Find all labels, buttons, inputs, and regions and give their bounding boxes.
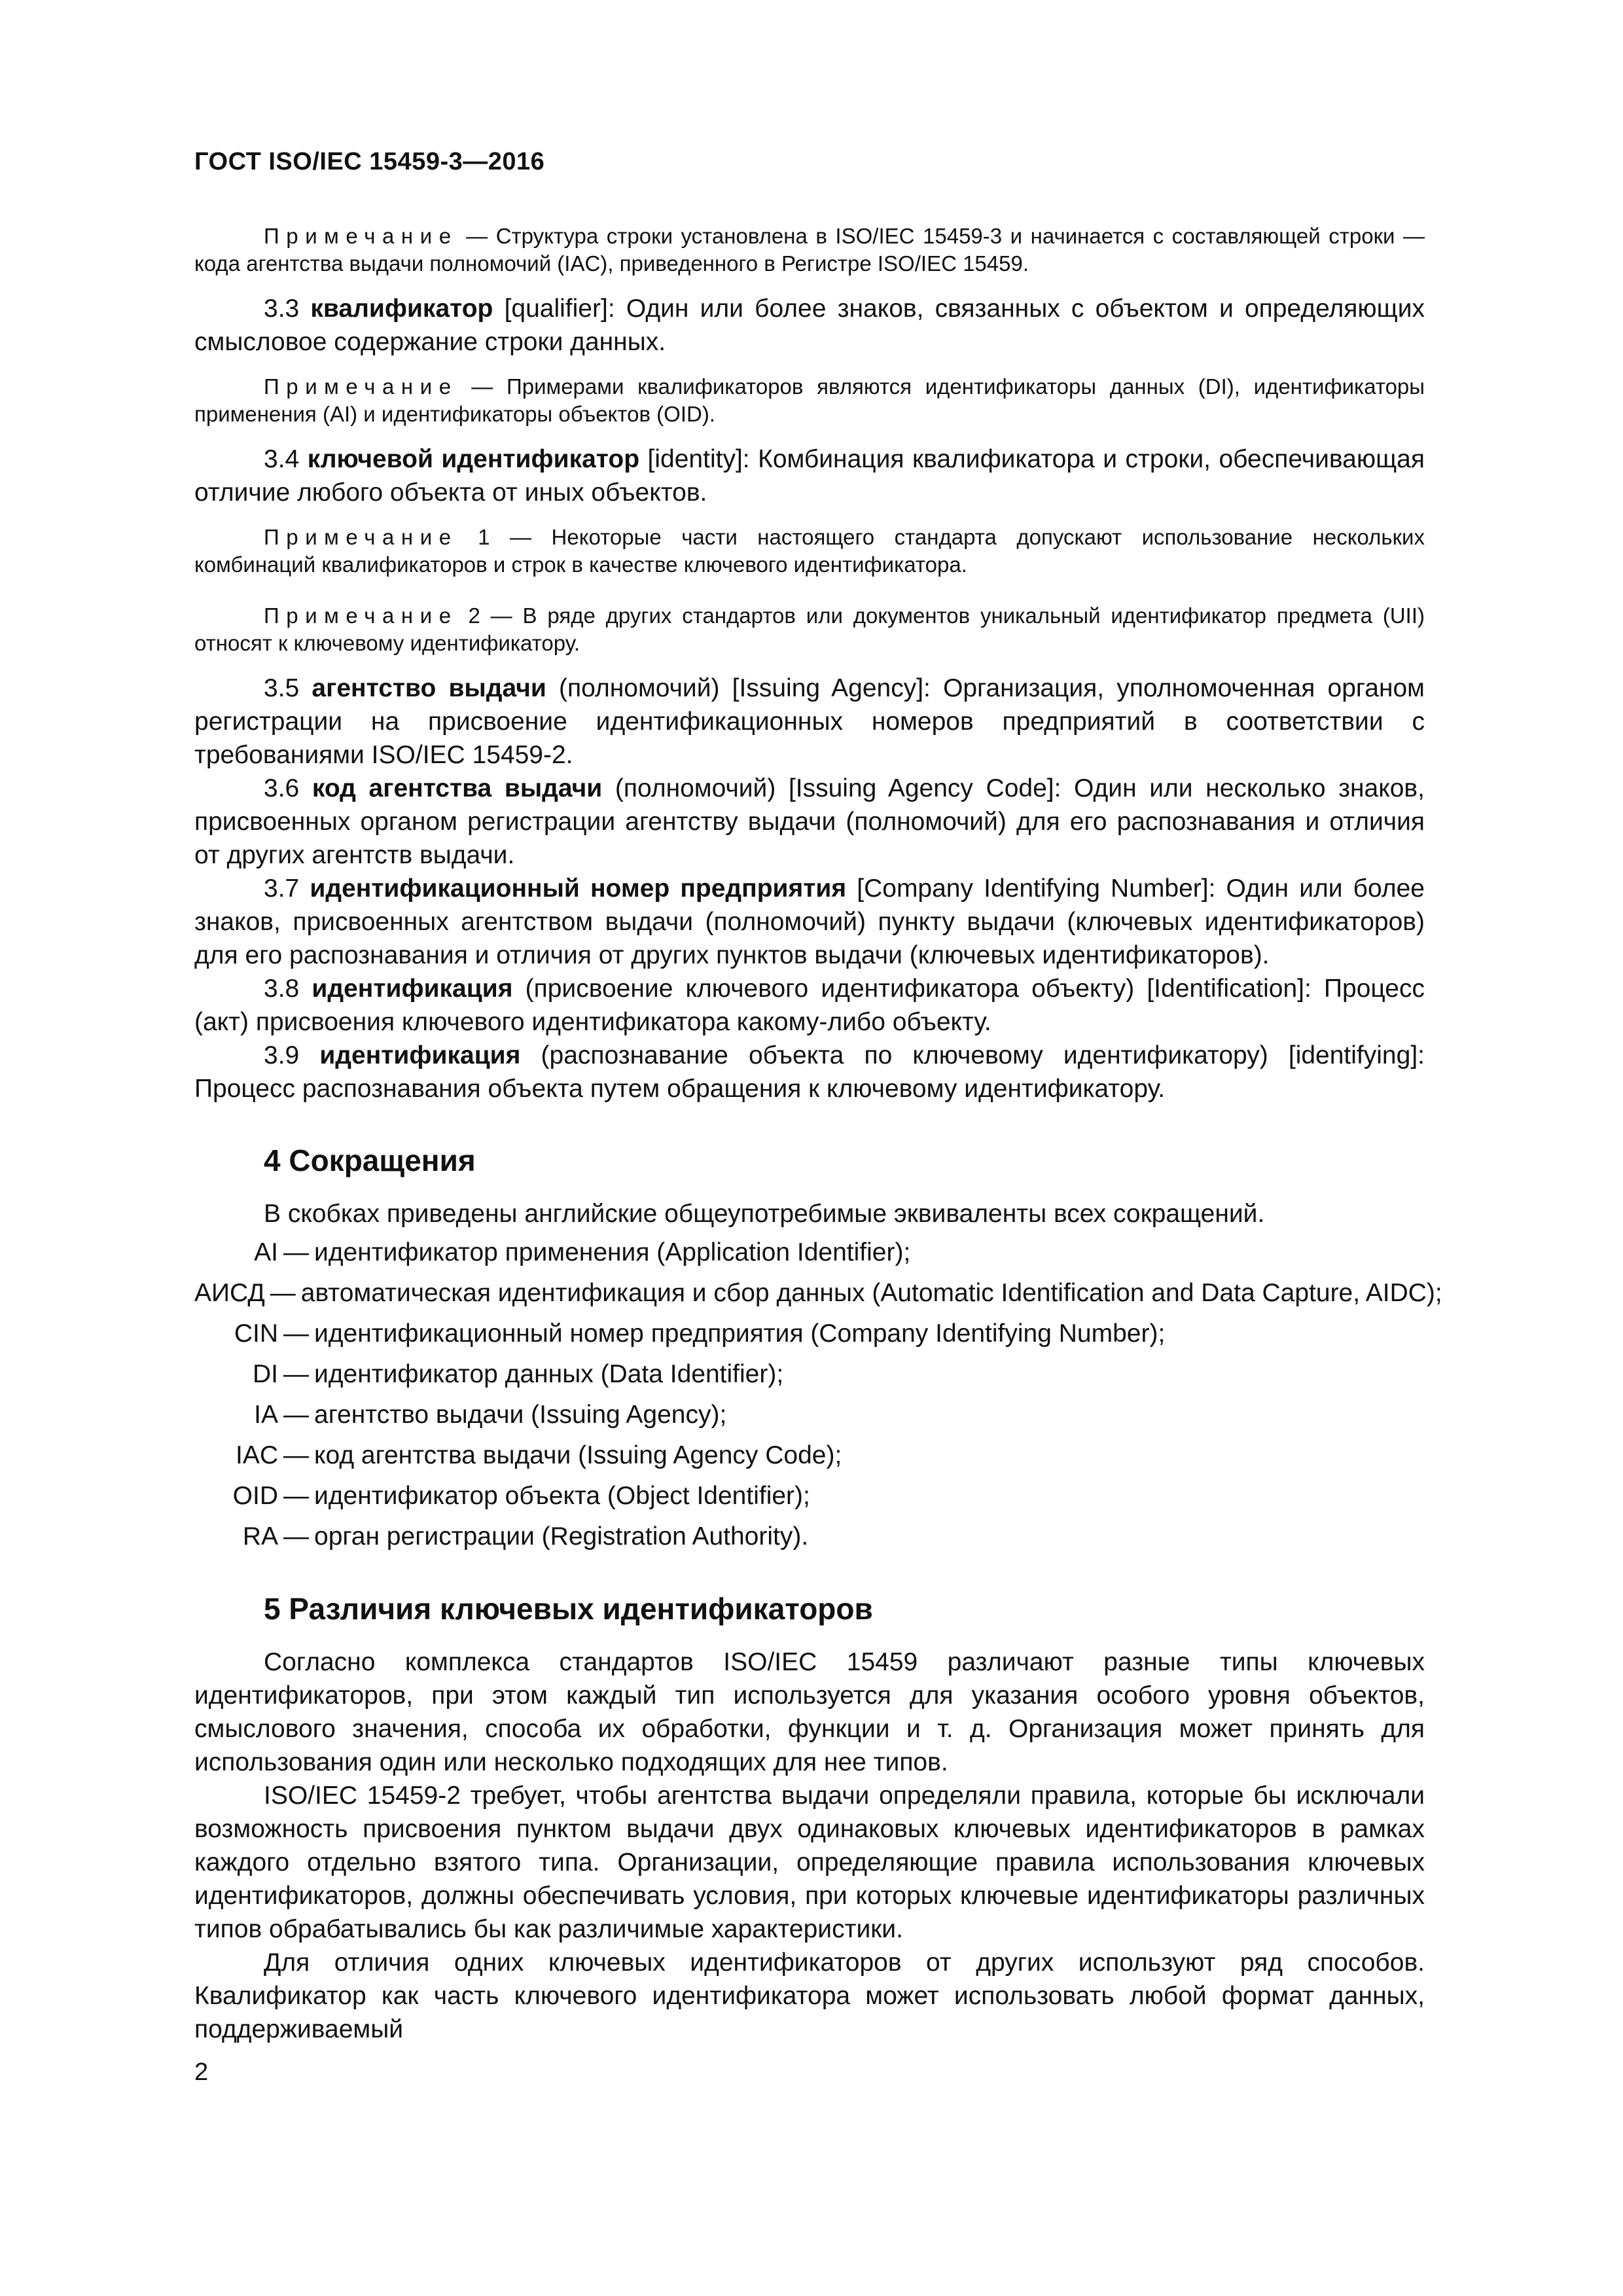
- definition-number: 3.4: [264, 445, 308, 473]
- standard-title: ГОСТ ISO/IEC 15459-3—2016: [194, 148, 545, 175]
- abbreviation-code: RA: [242, 1522, 278, 1551]
- note-label: Примечание: [264, 224, 458, 248]
- section-5-paragraph-2: ISO/IEC 15459-2 требует, чтобы агентства выдачи определяли правила, которые бы исключали возможность присвоения пунктом выдачи двух одинаковых ключевых идентификаторов в рамках каждого отдельно взятого типа. Организации, определяющие правила использования ключевых идентификаторов, должны обеспечивать условия, при которых ключевые идентификаторы различных типов обрабатывались бы как различимые характеристики.: [194, 1782, 1425, 1943]
- page-number: 2: [194, 2058, 209, 2086]
- abbreviation-text: орган регистрации (Registration Authority).: [314, 1522, 809, 1551]
- definition-term: идентификационный номер предприятия: [310, 874, 847, 903]
- abbreviation-text: агентство выдачи (Issuing Agency);: [314, 1401, 727, 1429]
- definition-text: (распознавание объекта по ключевому идентификатору) [identifying]: Процесс распознавания объекта путем обращения к ключевому идентификатору.: [194, 1041, 1425, 1103]
- definition-number: 3.7: [264, 874, 310, 903]
- definition-text: [identity]: Комбинация квалификатора и строки, обеспечивающая отличие любого объекта от иных объектов.: [194, 445, 1425, 507]
- abbreviation-text: идентификатор объекта (Object Identifier);: [314, 1482, 810, 1510]
- list-item: [194, 1439, 1425, 1479]
- abbreviation-code: OID: [232, 1482, 278, 1510]
- definition-number: 3.8: [264, 975, 312, 1003]
- definition-3-3: [194, 292, 1425, 359]
- abbreviation-code: АИСД: [194, 1279, 265, 1307]
- abbreviation-code: DI: [253, 1360, 278, 1388]
- abbreviation-text: автоматическая идентификация и сбор данных (Automatic Identification and Data Capture, AIDC);: [300, 1279, 1442, 1307]
- definition-3-5: [194, 672, 1425, 772]
- list-item: [194, 1276, 1442, 1317]
- note-text: — Примерами квалификаторов являются идентификаторы данных (DI), идентификаторы применения (AI) и идентификаторы объектов (OID).: [194, 374, 1425, 426]
- list-item: [194, 1479, 1425, 1520]
- abbreviation-text: идентификационный номер предприятия (Company Identifying Number);: [314, 1319, 1166, 1348]
- definition-term: код агентства выдачи: [312, 774, 603, 802]
- list-item: [194, 1317, 1425, 1357]
- definition-text: (присвоение ключевого идентификатора объекту) [Identification]: Процесс (акт) присвоения ключевого идентификатора какому-либо объекту.: [194, 975, 1425, 1036]
- abbreviation-code: AI: [254, 1238, 278, 1266]
- list-item: [194, 1357, 1425, 1398]
- section-5-paragraph-1: Согласно комплекса стандартов ISO/IEC 15459 различают разные типы ключевых идентификаторов, при этом каждый тип используется для указания особого уровня объектов, смыслового значения, способа их обработки, функции и т. д. Организация может принять для использования один или несколько подходящих для нее типов.: [194, 1648, 1425, 1776]
- definition-text: (полномочий) [Issuing Agency Code]: Один или несколько знаков, присвоенных органом регистрации агентству выдачи (полномочий) для его распознавания и отличия от других агентств выдачи.: [194, 774, 1425, 869]
- definition-text: [Company Identifying Number]: Один или более знаков, присвоенных агентством выдачи (полномочий) пункту выдачи (ключевых идентификаторов) для его распознавания и отличия от других пунктов выдачи (ключевых идентификаторов).: [194, 874, 1425, 969]
- note-1-combinations: [194, 524, 1425, 579]
- abbreviation-text: код агентства выдачи (Issuing Agency Code);: [314, 1441, 842, 1469]
- abbreviations-intro: В скобках приведены английские общеупотребимые эквиваленты всех сокращений.: [264, 1200, 1265, 1228]
- page-content: [194, 223, 1442, 2046]
- abbreviation-separator: —: [283, 1522, 309, 1551]
- definition-number: 3.9: [264, 1041, 320, 1069]
- list-item: [194, 1398, 1425, 1439]
- note-text: 2 — В ряде других стандартов или документов уникальный идентификатор предмета (UII) относят к ключевому идентификатору.: [194, 603, 1425, 655]
- abbreviations-list: [194, 1236, 1442, 1560]
- abbreviation-code: IAC: [235, 1441, 278, 1469]
- definition-term: идентификация: [312, 975, 513, 1003]
- definition-number: 3.5: [264, 674, 312, 702]
- note-text: — Структура строки установлена в ISO/IEC 15459-3 и начинается с составляющей строки — кода агентства выдачи полномочий (IAC), приведенного в Регистре ISO/IEC 15459.: [194, 224, 1425, 276]
- definition-term: ключевой идентификатор: [307, 445, 640, 473]
- definition-term: агентство выдачи: [312, 674, 546, 702]
- note-2-uii: [194, 602, 1425, 657]
- note-label: Примечание: [264, 374, 458, 399]
- note-qualifier-examples: [194, 373, 1425, 428]
- section-4-heading: 4 Сокращения: [264, 1143, 476, 1177]
- definition-term: квалификатор: [310, 295, 493, 323]
- abbreviation-separator: —: [283, 1319, 309, 1348]
- note-label: Примечание: [264, 525, 458, 549]
- abbreviation-separator: —: [283, 1401, 309, 1429]
- definition-term: идентификация: [319, 1041, 521, 1069]
- note-structure: [194, 223, 1425, 278]
- list-item: [194, 1520, 1425, 1560]
- abbreviation-separator: —: [283, 1360, 309, 1388]
- list-item: [194, 1236, 1425, 1276]
- abbreviation-code: IA: [254, 1401, 278, 1429]
- definition-number: 3.3: [264, 295, 311, 323]
- abbreviation-code: CIN: [234, 1319, 278, 1348]
- definition-3-9: [194, 1039, 1425, 1105]
- definition-text: [qualifier]: Один или более знаков, связанных с объектом и определяющих смысловое содержание строки данных.: [194, 295, 1425, 356]
- abbreviation-text: идентификатор применения (Application Identifier);: [314, 1238, 911, 1266]
- section-5-paragraph-3: Для отличия одних ключевых идентификаторов от других используют ряд способов. Квалификатор как часть ключевого идентификатора может использовать любой формат данных, поддерживаемый: [194, 1948, 1425, 2043]
- abbreviation-separator: —: [270, 1279, 296, 1307]
- definition-3-8: [194, 972, 1425, 1039]
- definition-text: (полномочий) [Issuing Agency]: Организация, уполномоченная органом регистрации на присвоение идентификационных номеров предприятий в соответствии с требованиями ISO/IEC 15459-2.: [194, 674, 1425, 769]
- definition-3-4: [194, 442, 1425, 509]
- definition-3-6: [194, 772, 1425, 872]
- note-label: Примечание: [264, 603, 458, 628]
- abbreviation-text: идентификатор данных (Data Identifier);: [314, 1360, 784, 1388]
- definition-number: 3.6: [264, 774, 312, 802]
- note-text: 1 — Некоторые части настоящего стандарта допускают использование нескольких комбинаций квалификаторов и строк в качестве ключевого идентификатора.: [194, 525, 1425, 577]
- abbreviation-separator: —: [283, 1441, 309, 1469]
- definition-3-7: [194, 872, 1425, 972]
- abbreviation-separator: —: [283, 1482, 309, 1510]
- section-5-heading: 5 Различия ключевых идентификаторов: [264, 1592, 873, 1626]
- abbreviation-separator: —: [283, 1238, 309, 1266]
